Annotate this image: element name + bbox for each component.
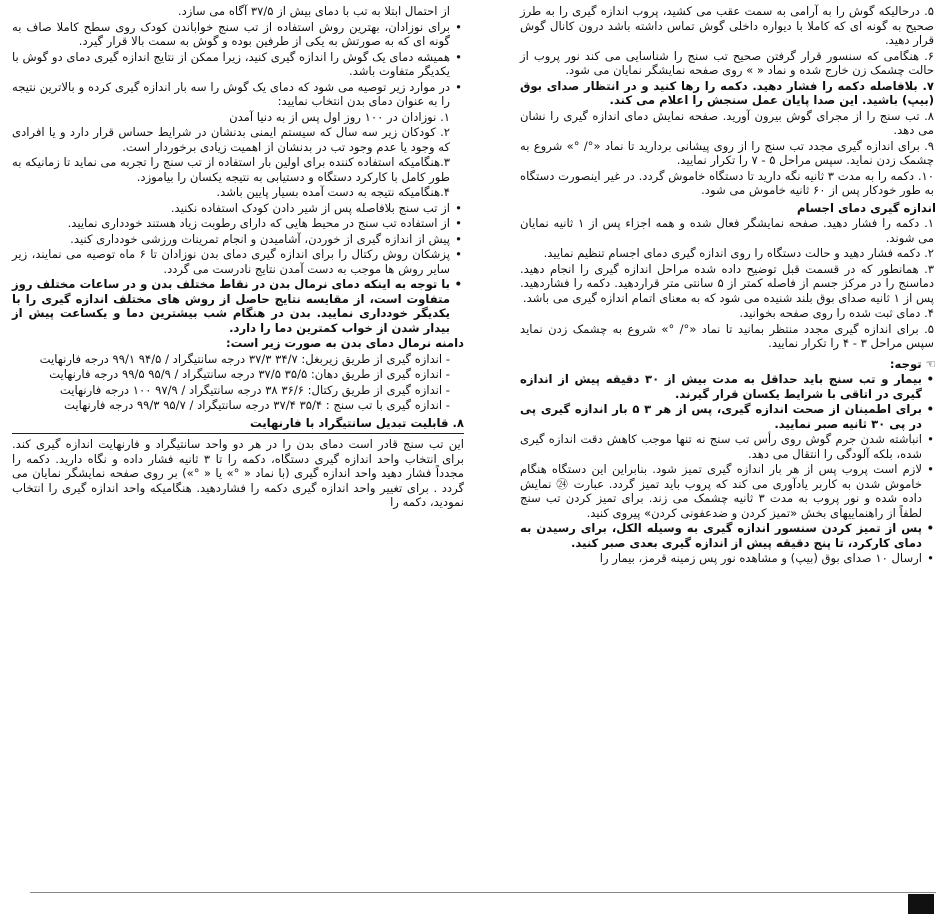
bullet-paragraph: • انباشته شدن جرم گوش روی رأس تب سنج نه تنها موجب کاهش دقت اندازه گیری شده، بلکه آلودگی را انتقال می دهد. [520,432,936,461]
paragraph: ۴. دمای ثبت شده را روی صفحه بخوانید. [739,306,934,320]
paragraph: ۱. دکمه را فشار دهید. صفحه نمایشگر فعال شده و همه اجزاء پس از ۱ ثانیه نمایان می شوند. [520,216,934,245]
paragraph: ۳.هنگامیکه استفاده کننده برای اولین بار استفاده از تب سنج را تجربه می نماید تا زمانیکه به طور کامل با کارکرد دستگاه و دستیابی به نتیجه یکسان را بیاموزد. [12,155,450,184]
paragraph: ۵. برای اندازه گیری مجدد منتظر بمانید تا نماد «°/ °» شروع به چشمک زدن نماید سپس مراحل ۳ - ۴ را تکرار نمایید. [520,321,934,350]
paragraph: از احتمال ابتلا به تب با دمای بیش از ۳۷/۵ آگاه می سازد. [177,4,450,18]
paragraph: - اندازه گیری با تب سنج : ۳۵/۴ ۳۷/۴ درجه سانتیگراد / ۹۵/۷ ۹۹/۳ درجه فارنهایت [64,398,450,412]
paragraph: ۸. تب سنج را از مجرای گوش بیرون آورید. صفحه نمایش دمای اندازه گیری را نشان می دهد. [520,108,934,137]
right-column [520,4,936,567]
bullet-paragraph: • همیشه دمای یک گوش را اندازه گیری کنید، زیرا ممکن از نتایج اندازه گیری دمای دو گوش با یکدیگر متفاوت باشد. [12,50,464,79]
bullet-paragraph: • از استفاده تب سنج در محیط هایی که دارای رطوبت زیاد هستند خودداری نمایید. [12,216,464,231]
paragraph: ۶. هنگامی که سنسور قرار گرفتن صحیح تب سنج را شناسایی می کند نور پروب از حالت چشمک زن خارج شده و نماد « » روی صفحه نمایشگر نمایان می شود. [520,48,934,77]
bullet-paragraph: • پس از تمیز کردن سنسور اندازه گیری به وسیله الکل، برای رسیدن به دمای کارکرد، تا پنج دقیقه پیش از اندازه گیری بعدی صبر کنید. [520,521,936,550]
paragraph: - اندازه گیری از طریق زیربغل: ۳۴/۷ ۳۷/۳ درجه سانتیگراد / ۹۴/۵ ۹۹/۱ درجه فارنهایت [39,351,450,366]
bullet-paragraph: • با توجه به اینکه دمای نرمال بدن در نقاط مختلف بدن و در ساعات مختلف روز متفاوت است، از مقایسه نتایج حاصل از روش های مختلف اندازه گیری را با یکدیگر خودداری نمایید. بدن در هنگام شب بیشترین دما و یکساعت پیش از بیدار شدن از خواب کمترین دما را دارد. [12,277,464,335]
footer-rule [30,892,936,893]
bullet-paragraph: • برای اطمینان از صحت اندازه گیری، پس از هر ۳ ۵ بار اندازه گیری پی در پی ۳۰ ثانیه صبر نمایید. [520,402,936,431]
paragraph: ۴.هنگامیکه نتیجه به دست آمده بسیار پایین باشد. [216,185,450,199]
paragraph: - اندازه گیری از طریق دهان: ۳۵/۵ ۳۷/۵ درجه سانتیگراد / ۹۵/۹ ۹۹/۵ درجه فارنهایت [49,367,450,381]
paragraph: ۷. بلافاصله دکمه را فشار دهید. دکمه را رها کنید و در انتظار صدای بوق (بیپ) باشید. این صدا پایان عمل سنجش را اعلام می کند. [520,78,934,107]
bullet-paragraph: • از تب سنج بلافاصله پس از شیر دادن کودک استفاده نکنید. [12,201,464,216]
section-heading: ۸. قابلیت تبدیل سانتیگراد با فارنهایت [250,415,464,430]
paragraph: ۳. همانطور که در قسمت قبل توضیح داده شده مراحل اندازه گیری را انجام دهید. دماسنج را در مرکز جسم از فاصله کمتر از ۵ سانتی متر قراردهید. دکمه را فشاردهید. پس از ۱ ثانیه صدای بوق بلند شنیده می شود که به معنای اتمام اندازه گیری می باشد. [520,261,934,305]
paragraph: دامنه نرمال دمای بدن به صورت زیر است: [225,336,464,350]
bullet-paragraph: • پیش از اندازه گیری از خوردن، آشامیدن و انجام تمرینات ورزشی خودداری کنید. [12,232,464,247]
paragraph: ۱۰. دکمه را به مدت ۳ ثانیه نگه دارید تا دستگاه خاموش گردد. در غیر اینصورت دستگاه به طور خودکار پس از ۶۰ ثانیه خاموش می شود. [520,168,934,197]
note-heading: ☜ توجه: [889,356,936,371]
paragraph: ۲. دکمه فشار دهید و حالت دستگاه را روی اندازه گیری دمای اجسام تنظیم نمایید. [543,246,934,260]
left-column [12,4,464,511]
page-number-box [908,894,934,914]
bullet-paragraph: • در موارد زیر توصیه می شود که دمای یک گوش را سه بار اندازه گیری کرده و بالاترین نتیجه را به عنوان دمای بدن انتخاب نمایید: [12,80,464,109]
paragraph: - اندازه گیری از طریق رکتال: ۳۶/۶ ۳۸ درجه سانتیگراد / ۹۷/۹ ۱۰۰ درجه فارنهایت [59,382,450,397]
paragraph: ۹. برای اندازه گیری مجدد تب سنج را از روی پیشانی بردارید تا نماد «°/ °» شروع به چشمک زدن نماید. سپس مراحل ۵ - ۷ را تکرار نمایید. [520,138,934,167]
bullet-paragraph: • پزشکان روش رکتال را برای اندازه گیری دمای بدن نوزادان تا ۶ ماه توصیه می نمایند، زیر سایر روش ها موجب به دست آمدن نتایج نادرست می گردد. [12,247,464,276]
section-divider [12,433,464,434]
bullet-paragraph: • برای نوزادان، بهترین روش استفاده از تب سنج خواباندن کودک روی سطح کاملا صاف به گونه ای که به صورتش به یکی از طرفین بوده و گوش به سمت بالا قرار گیرد. [12,20,464,49]
paragraph: این تب سنج قادر است دمای بدن را در هر دو واحد سانتیگراد و فارنهایت اندازه گیری کند. برای انتخاب واحد اندازه گیری دستگاه، دکمه را تا ۳ ثانیه فشار داده و نگاه دارید. دکمه را مجدداً فشار دهید واحد اندازه گیری (با نماد « °» یا « °») بر روی صفحه نمایشگر نمایان می گردد . برای تغییر واحد اندازه گیری دکمه را فشاردهید. هنگامیکه واحد اندازه گیری را انتخاب نمودید، دکمه را [12,437,465,509]
bullet-paragraph: • لازم است پروب پس از هر بار اندازه گیری تمیز شود. بنابراین این دستگاه هنگام خاموش شدن به کاربر یادآوری می کند که پروب باید تمیز گردد. عبارت ㉔ نمایش داده شده و نور پروب به مدت ۳ ثانیه چشمک می زند. برای تمیز کردن تب سنج لطفاً از راهنماییهای بخش «تمیز کردن و ضدعفونی کردن» پیروی کنید. [520,462,936,520]
paragraph: ۲. کودکان زیر سه سال که سیستم ایمنی بدنشان در شرایط حساس قرار دارد و یا افرادی که وجود یا عدم وجود تب در بدنشان از اهمیت زیادی برخوردار است. [12,125,450,154]
section-heading: اندازه گیری دمای اجسام [796,200,936,215]
bullet-paragraph: • بیمار و تب سنج باید حداقل به مدت بیش از ۳۰ دقیقه پیش از اندازه گیری در اتاقی با شرایط یکسان قرار گیرند. [520,372,936,401]
paragraph: ۵. درحالیکه گوش را به آرامی به سمت عقب می کشید، پروب اندازه گیری را به طرز صحیح به گونه ای که کاملا با دیواره داخلی گوش تماس داشته باشد درون کانال گوش قرار دهید. [520,4,934,47]
paragraph: ۱. نوزادان در ۱۰۰ روز اول پس از به دنیا آمدن [229,109,450,124]
bullet-paragraph: • ارسال ۱۰ صدای بوق (بیپ) و مشاهده نور پس زمینه قرمز، بیمار را [520,551,936,566]
